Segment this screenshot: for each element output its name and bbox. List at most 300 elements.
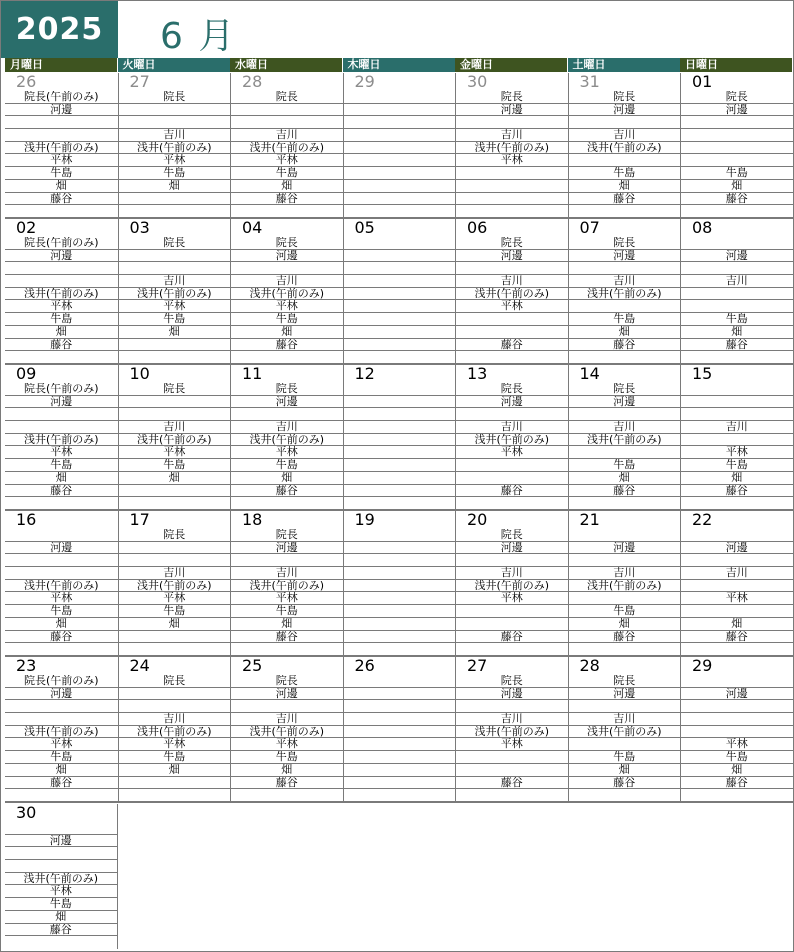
staff-entry: 院長: [231, 91, 343, 104]
staff-entry: [344, 529, 456, 542]
staff-entry: 院長(午前のみ): [5, 91, 118, 104]
day-cell[interactable]: [568, 365, 681, 510]
staff-entry: 浅井(午前のみ): [231, 434, 343, 447]
staff-entry: [569, 529, 681, 542]
staff-entry: [5, 205, 118, 218]
staff-entry: 畑: [231, 618, 343, 631]
staff-entry: 藤谷: [681, 485, 793, 498]
staff-entry: [344, 396, 456, 409]
day-cell[interactable]: [680, 73, 793, 218]
staff-entry: [681, 580, 793, 593]
staff-entry: [344, 485, 456, 498]
staff-entry: 畑: [681, 326, 793, 339]
staff-entry: 浅井(午前のみ): [119, 726, 231, 739]
staff-entry: [681, 497, 793, 510]
staff-entry: [681, 529, 793, 542]
staff-entry: [231, 116, 343, 129]
staff-entry: [344, 726, 456, 739]
staff-entry: [119, 554, 231, 567]
staff-entry: 藤谷: [231, 339, 343, 352]
staff-entry: 河邊: [231, 688, 343, 701]
staff-entry: [344, 142, 456, 155]
staff-entry: 平林: [119, 446, 231, 459]
staff-entry: [569, 154, 681, 167]
day-cell[interactable]: [230, 219, 343, 364]
staff-entry: [119, 688, 231, 701]
staff-entry: [456, 700, 568, 713]
staff-entry: 平林: [5, 885, 117, 898]
staff-entry: 院長: [456, 675, 568, 688]
staff-entry: 畑: [569, 326, 681, 339]
staff-entry: 河邊: [5, 542, 118, 555]
staff-entry: 藤谷: [231, 485, 343, 498]
staff-entry: 河邊: [5, 396, 118, 409]
day-cell[interactable]: [455, 657, 568, 802]
staff-entry: [456, 351, 568, 364]
staff-entry: [344, 554, 456, 567]
staff-entry: 院長: [231, 383, 343, 396]
day-cell[interactable]: [343, 365, 456, 510]
day-number: 09: [16, 364, 37, 383]
staff-entry: 浅井(午前のみ): [569, 434, 681, 447]
staff-entry: 畑: [231, 326, 343, 339]
day-number: 10: [129, 364, 150, 383]
staff-entry: [5, 936, 117, 949]
staff-entry: [119, 262, 231, 275]
staff-entry: 藤谷: [5, 193, 118, 206]
staff-entry: 浅井(午前のみ): [5, 726, 118, 739]
staff-entry: 吉川: [231, 567, 343, 580]
staff-entry: [344, 383, 456, 396]
staff-entry: [681, 434, 793, 447]
staff-entry: 河邊: [456, 104, 568, 117]
staff-entry: [456, 605, 568, 618]
day-number: 22: [692, 510, 713, 529]
staff-entry: [681, 142, 793, 155]
day-cell[interactable]: [118, 219, 231, 364]
staff-entry: [119, 193, 231, 206]
staff-entry: [344, 339, 456, 352]
staff-entry: [456, 167, 568, 180]
staff-entry: 牛島: [681, 313, 793, 326]
staff-entry: 河邊: [569, 250, 681, 263]
staff-entry: 牛島: [681, 751, 793, 764]
staff-entry: 浅井(午前のみ): [569, 580, 681, 593]
staff-entry: 吉川: [456, 713, 568, 726]
staff-entry: 吉川: [231, 129, 343, 142]
staff-entry: [456, 459, 568, 472]
day-cell[interactable]: [568, 511, 681, 656]
staff-entry: 畑: [5, 326, 118, 339]
staff-entry: 畑: [569, 180, 681, 193]
day-cell[interactable]: [230, 657, 343, 802]
year-label: 2025: [1, 1, 118, 58]
staff-entry: 浅井(午前のみ): [5, 873, 117, 886]
staff-entry: [681, 262, 793, 275]
staff-entry: [456, 326, 568, 339]
staff-entry: 藤谷: [681, 777, 793, 790]
staff-entry: 院長: [119, 91, 231, 104]
staff-entry: 河邊: [5, 835, 117, 848]
staff-entry: 牛島: [119, 313, 231, 326]
staff-entry: [681, 408, 793, 421]
staff-entry: 院長: [681, 91, 793, 104]
staff-entry: 牛島: [569, 459, 681, 472]
staff-entry: 平林: [456, 300, 568, 313]
staff-entry: [344, 675, 456, 688]
staff-entry: 河邊: [681, 542, 793, 555]
staff-entry: [5, 421, 118, 434]
staff-entry: [681, 383, 793, 396]
staff-entry: 畑: [681, 764, 793, 777]
staff-entry: 河邊: [456, 396, 568, 409]
day-cell[interactable]: [230, 365, 343, 510]
staff-entry: 平林: [681, 446, 793, 459]
day-cell[interactable]: [568, 73, 681, 218]
staff-entry: [344, 326, 456, 339]
staff-entry: [344, 91, 456, 104]
staff-entry: 河邊: [456, 542, 568, 555]
staff-entry: [681, 700, 793, 713]
staff-entry: 河邊: [569, 688, 681, 701]
staff-entry: 吉川: [119, 567, 231, 580]
day-cell[interactable]: [230, 511, 343, 656]
staff-entry: 藤谷: [456, 339, 568, 352]
staff-entry: [344, 408, 456, 421]
day-cell[interactable]: [5, 657, 118, 802]
day-number: 07: [579, 218, 600, 237]
staff-entry: 院長: [231, 675, 343, 688]
staff-entry: [569, 789, 681, 802]
day-number: 26: [354, 656, 375, 675]
day-cell[interactable]: [5, 511, 118, 656]
staff-entry: 吉川: [456, 567, 568, 580]
staff-entry: 藤谷: [231, 193, 343, 206]
staff-entry: 藤谷: [5, 924, 117, 937]
staff-entry: [5, 643, 118, 656]
day-cell[interactable]: [680, 657, 793, 802]
staff-entry: 牛島: [5, 751, 118, 764]
staff-entry: [344, 738, 456, 751]
staff-entry: [119, 396, 231, 409]
staff-entry: [5, 567, 118, 580]
day-cell[interactable]: [343, 511, 456, 656]
staff-entry: [456, 643, 568, 656]
staff-entry: 河邊: [5, 688, 118, 701]
staff-entry: 藤谷: [5, 631, 118, 644]
staff-entry: [231, 497, 343, 510]
day-cell[interactable]: [118, 365, 231, 510]
day-cell[interactable]: [680, 511, 793, 656]
day-number: 05: [354, 218, 375, 237]
staff-entry: [5, 713, 118, 726]
day-number: 30: [16, 803, 37, 822]
staff-entry: 平林: [5, 738, 118, 751]
staff-entry: 畑: [5, 618, 118, 631]
staff-entry: [456, 313, 568, 326]
day-number: 27: [129, 72, 150, 91]
staff-entry: [456, 618, 568, 631]
staff-entry: 院長(午前のみ): [5, 237, 118, 250]
staff-entry: [344, 250, 456, 263]
staff-entry: 吉川: [569, 275, 681, 288]
staff-entry: 浅井(午前のみ): [119, 288, 231, 301]
day-cell[interactable]: [5, 73, 118, 218]
staff-entry: 牛島: [231, 751, 343, 764]
staff-entry: 河邊: [569, 104, 681, 117]
staff-entry: 平林: [119, 300, 231, 313]
staff-entry: [5, 529, 118, 542]
staff-entry: 浅井(午前のみ): [5, 288, 118, 301]
staff-entry: 吉川: [456, 129, 568, 142]
staff-entry: 平林: [456, 738, 568, 751]
day-cell[interactable]: [5, 365, 118, 510]
staff-entry: [119, 700, 231, 713]
staff-entry: 平林: [5, 300, 118, 313]
staff-entry: [681, 605, 793, 618]
staff-entry: [231, 262, 343, 275]
staff-entry: [681, 396, 793, 409]
staff-entry: [344, 688, 456, 701]
day-cell[interactable]: [680, 219, 793, 364]
staff-entry: [344, 205, 456, 218]
staff-entry: 平林: [5, 446, 118, 459]
staff-entry: [231, 205, 343, 218]
staff-entry: [344, 580, 456, 593]
staff-entry: 牛島: [119, 605, 231, 618]
staff-entry: 平林: [231, 300, 343, 313]
staff-entry: [456, 554, 568, 567]
day-number: 02: [16, 218, 37, 237]
staff-entry: [569, 262, 681, 275]
staff-entry: [119, 408, 231, 421]
staff-entry: 院長(午前のみ): [5, 383, 118, 396]
day-cell[interactable]: [343, 219, 456, 364]
staff-entry: 吉川: [119, 129, 231, 142]
staff-entry: 平林: [5, 154, 118, 167]
staff-entry: 吉川: [119, 713, 231, 726]
staff-entry: [569, 738, 681, 751]
staff-entry: 牛島: [231, 459, 343, 472]
staff-entry: 院長: [569, 237, 681, 250]
staff-entry: 院長: [456, 383, 568, 396]
day-cell[interactable]: [455, 365, 568, 510]
staff-entry: 河邊: [5, 104, 118, 117]
staff-entry: [681, 643, 793, 656]
staff-entry: 院長: [456, 529, 568, 542]
staff-entry: 牛島: [569, 751, 681, 764]
day-number: 14: [579, 364, 600, 383]
day-number: 12: [354, 364, 375, 383]
staff-entry: [119, 205, 231, 218]
staff-entry: [344, 713, 456, 726]
day-number: 16: [16, 510, 37, 529]
day-number: 03: [129, 218, 150, 237]
staff-entry: [456, 751, 568, 764]
staff-entry: 平林: [5, 592, 118, 605]
staff-entry: 浅井(午前のみ): [119, 142, 231, 155]
staff-entry: [681, 554, 793, 567]
staff-entry: 浅井(午前のみ): [569, 288, 681, 301]
staff-entry: 藤谷: [569, 485, 681, 498]
day-number: 08: [692, 218, 713, 237]
day-number: 23: [16, 656, 37, 675]
weekday-header-wed: 水曜日: [230, 58, 342, 72]
staff-entry: [344, 497, 456, 510]
staff-entry: 平林: [119, 738, 231, 751]
staff-entry: 浅井(午前のみ): [569, 726, 681, 739]
staff-entry: 吉川: [231, 275, 343, 288]
staff-entry: 畑: [5, 764, 118, 777]
day-number: 01: [692, 72, 713, 91]
day-number: 28: [242, 72, 263, 91]
staff-entry: 牛島: [569, 167, 681, 180]
staff-entry: [119, 339, 231, 352]
staff-entry: 浅井(午前のみ): [231, 142, 343, 155]
staff-entry: 平林: [231, 738, 343, 751]
day-cell[interactable]: [680, 365, 793, 510]
staff-entry: 吉川: [456, 275, 568, 288]
staff-entry: [231, 700, 343, 713]
staff-entry: [569, 205, 681, 218]
staff-entry: [119, 542, 231, 555]
staff-entry: 畑: [5, 180, 118, 193]
staff-entry: [344, 351, 456, 364]
staff-entry: [344, 421, 456, 434]
staff-entry: [5, 262, 118, 275]
staff-entry: 畑: [119, 326, 231, 339]
staff-entry: 浅井(午前のみ): [231, 580, 343, 593]
staff-entry: [456, 262, 568, 275]
staff-entry: 畑: [5, 911, 117, 924]
day-cell[interactable]: [230, 73, 343, 218]
day-number: 26: [16, 72, 37, 91]
staff-entry: 牛島: [119, 167, 231, 180]
staff-entry: [119, 116, 231, 129]
day-number: 31: [579, 72, 600, 91]
day-number: 25: [242, 656, 263, 675]
staff-entry: [569, 116, 681, 129]
staff-entry: [119, 631, 231, 644]
staff-entry: [681, 116, 793, 129]
staff-entry: 畑: [231, 764, 343, 777]
staff-entry: 河邊: [231, 396, 343, 409]
staff-entry: [5, 847, 117, 860]
day-number: 15: [692, 364, 713, 383]
staff-entry: [231, 554, 343, 567]
staff-entry: 牛島: [231, 605, 343, 618]
staff-entry: 畑: [119, 472, 231, 485]
day-number: 27: [467, 656, 488, 675]
staff-entry: 牛島: [569, 313, 681, 326]
staff-entry: 平林: [681, 592, 793, 605]
day-cell[interactable]: [455, 219, 568, 364]
staff-entry: 浅井(午前のみ): [5, 580, 118, 593]
day-cell[interactable]: [5, 219, 118, 364]
day-cell[interactable]: [118, 657, 231, 802]
staff-entry: [344, 764, 456, 777]
staff-entry: 平林: [231, 446, 343, 459]
staff-entry: 藤谷: [569, 193, 681, 206]
staff-entry: [5, 822, 117, 835]
staff-entry: [344, 592, 456, 605]
staff-entry: 平林: [119, 592, 231, 605]
staff-entry: [344, 459, 456, 472]
staff-entry: 藤谷: [681, 339, 793, 352]
staff-entry: 浅井(午前のみ): [119, 434, 231, 447]
staff-entry: 平林: [119, 154, 231, 167]
staff-entry: [456, 497, 568, 510]
staff-entry: [344, 567, 456, 580]
staff-entry: [119, 351, 231, 364]
staff-entry: [681, 675, 793, 688]
staff-entry: 吉川: [569, 713, 681, 726]
staff-entry: 河邊: [5, 250, 118, 263]
staff-entry: 藤谷: [456, 777, 568, 790]
staff-entry: [681, 205, 793, 218]
staff-entry: [681, 789, 793, 802]
staff-entry: [344, 789, 456, 802]
staff-entry: [344, 313, 456, 326]
staff-entry: [344, 542, 456, 555]
staff-entry: 畑: [119, 180, 231, 193]
staff-entry: 平林: [231, 592, 343, 605]
day-number: 29: [692, 656, 713, 675]
day-cell[interactable]: [568, 657, 681, 802]
staff-entry: 畑: [569, 618, 681, 631]
staff-entry: [231, 789, 343, 802]
staff-entry: 河邊: [681, 250, 793, 263]
day-cell[interactable]: [343, 73, 456, 218]
staff-entry: 畑: [569, 764, 681, 777]
staff-entry: 河邊: [681, 104, 793, 117]
staff-entry: 藤谷: [456, 485, 568, 498]
day-cell[interactable]: [568, 219, 681, 364]
staff-entry: 平林: [456, 154, 568, 167]
staff-entry: 浅井(午前のみ): [231, 288, 343, 301]
month-title: 6 月: [160, 16, 237, 57]
day-number: 17: [129, 510, 150, 529]
staff-entry: [456, 180, 568, 193]
staff-entry: 浅井(午前のみ): [5, 434, 118, 447]
day-number: 29: [354, 72, 375, 91]
day-cell[interactable]: [343, 657, 456, 802]
staff-entry: 河邊: [456, 688, 568, 701]
staff-entry: [569, 592, 681, 605]
staff-entry: [119, 104, 231, 117]
day-cell[interactable]: [118, 73, 231, 218]
week-separator: [5, 802, 793, 803]
staff-entry: 藤谷: [231, 631, 343, 644]
staff-entry: 藤谷: [681, 631, 793, 644]
day-cell[interactable]: [455, 73, 568, 218]
day-cell[interactable]: [455, 511, 568, 656]
staff-entry: [344, 180, 456, 193]
staff-entry: 浅井(午前のみ): [119, 580, 231, 593]
staff-entry: 吉川: [119, 275, 231, 288]
day-cell[interactable]: [118, 511, 231, 656]
weekday-header-mon: 月曜日: [5, 58, 117, 72]
staff-entry: [569, 554, 681, 567]
day-cell[interactable]: [5, 804, 118, 949]
weekday-header-sat: 土曜日: [568, 58, 680, 72]
staff-entry: 河邊: [569, 542, 681, 555]
staff-entry: 藤谷: [456, 631, 568, 644]
staff-entry: [5, 497, 118, 510]
staff-entry: 院長: [569, 91, 681, 104]
staff-entry: 藤谷: [5, 485, 118, 498]
staff-entry: [119, 777, 231, 790]
